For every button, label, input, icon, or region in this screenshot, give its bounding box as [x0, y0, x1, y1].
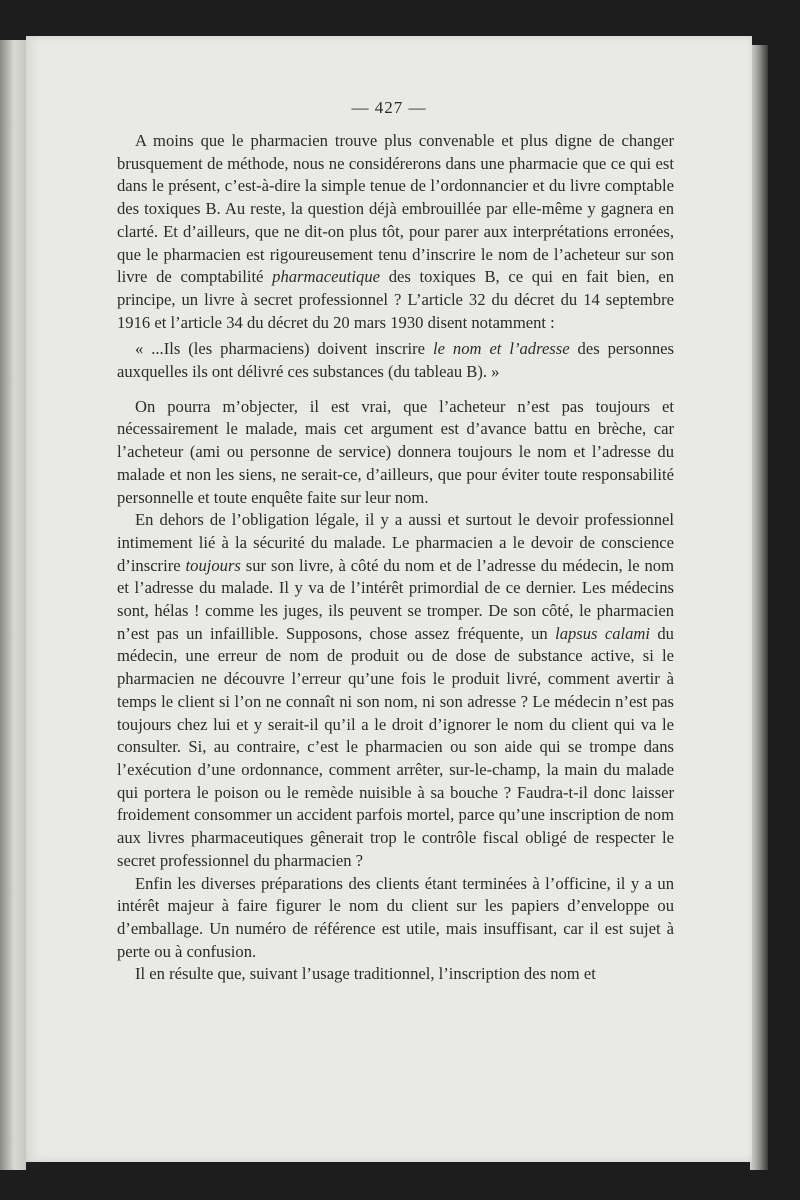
quotation-segment-3: des personnes auxquelles ils ont délivré ces substances (du tableau B). »	[117, 339, 674, 382]
document-page	[26, 36, 752, 1162]
paragraph-4-italic-toujours: toujours	[185, 555, 241, 575]
paragraph-1	[117, 130, 674, 334]
paragraph-4-segment-5: du médecin, une erreur de nom de produit ou de dose de substance active, si le pharmacien ne découvre l’erreur qu’une fois le produit livré, comment avertir à temps le client si l’on ne connaît ni son nom, ni son adresse ? Le médecin n’est pas toujours chez lui et y serait-il qu’il a le droit d’ignorer le nom du client qui va le consulter. Si, au contraire, c’est le pharmacien ou son aide qui se trompe dans l’exécution d’une ordonnance, comment arrêter, sur-le-champ, la main du malade qui portera le poison ou le remède nuisible à sa bouche ? Faudra-t-il donc laisser froidement consommer un accident parfois mortel, parce qu’une inscription de nom aux livres pharmaceutiques gênerait trop le contrôle fiscal obligé de respecter le secret professionnel du pharmacien ?	[117, 623, 674, 870]
paragraph-4-segment-3: sur son livre, à côté du nom et de l’adresse du médecin, le nom et l’adresse du malade. Il y va de l’intérêt primordial de ce dernier. Les médecins sont, hélas ! comme les juges, ils peuvent se tromper. De son côté, le pharmacien n’est pas un infaillible. Supposons, chose assez fréquente, un	[117, 555, 674, 643]
quotation-italic-term: le nom et l’adresse	[432, 339, 570, 359]
paragraph-3-segment-1: On pourra m’objecter, il est vrai, que l’acheteur n’est pas toujours et nécessairement le malade, mais cet argument est d’avance battu en brèche, car l’acheteur (ami ou personne de service) donnera toujours le nom et l’adresse du malade et non les siens, ne serait-ce, d’ailleurs, que pour éviter toute responsabilité personnelle et toute enquête faite sur leur nom.	[117, 396, 674, 507]
paragraph-3	[117, 396, 674, 510]
paragraph-4	[117, 509, 674, 872]
paragraph-1-italic-term: pharmaceutique	[272, 267, 380, 287]
paragraph-5-segment-1: Enfin les diverses préparations des clients étant terminées à l’officine, il y a un intérêt majeur à faire figurer le nom du client sur les papiers d’enveloppe ou d’emballage. Un numéro de référence est utile, mais insuffisant, car il est sujet à perte ou à confusion.	[117, 873, 674, 961]
paragraph-1-segment-3: des toxiques B, ce qui en fait bien, en principe, un livre à secret professionnel ? L’article 32 du décret du 14 septembre 1916 et l’article 34 du décret du 20 mars 1930 disent notamment :	[117, 267, 674, 332]
paragraph-6-segment-1: Il en résulte que, suivant l’usage traditionnel, l’inscription des nom et	[135, 964, 596, 984]
quotation-segment-1: « ...Ils (les pharmaciens) doivent inscrire	[135, 339, 433, 359]
page-edge-shadow	[750, 45, 768, 1170]
paragraph-4-segment-1: En dehors de l’obligation légale, il y a aussi et surtout le devoir professionnel intimement lié à la sécurité du malade. Le pharmacien a le devoir de conscience d’inscrire	[117, 510, 674, 575]
previous-page-edge	[0, 40, 26, 1170]
body-text	[117, 130, 674, 986]
paragraph-6	[117, 963, 674, 986]
quotation-paragraph	[117, 338, 674, 383]
paragraph-5	[117, 873, 674, 964]
paragraph-1-segment-1: A moins que le pharmacien trouve plus convenable et plus digne de changer brusquement de méthode, nous ne considérerons dans une pharmacie que ce qui est dans le présent, c’est-à-dire la simple tenue de l’ordonnancier et du livre comptable des toxiques B. Au reste, la question déjà embrouillée par elle-même y gagnera en clarté. Et d’ailleurs, que ne dit-on plus tôt, pour parer aux interprétations erronées, que le pharmacien est rigoureusement tenu d’inscrire le nom de l’acheteur sur son livre de comptabilité	[117, 131, 674, 287]
page-number: — 427 —	[351, 98, 427, 117]
paragraph-4-italic-lapsus: lapsus calami	[555, 623, 651, 643]
